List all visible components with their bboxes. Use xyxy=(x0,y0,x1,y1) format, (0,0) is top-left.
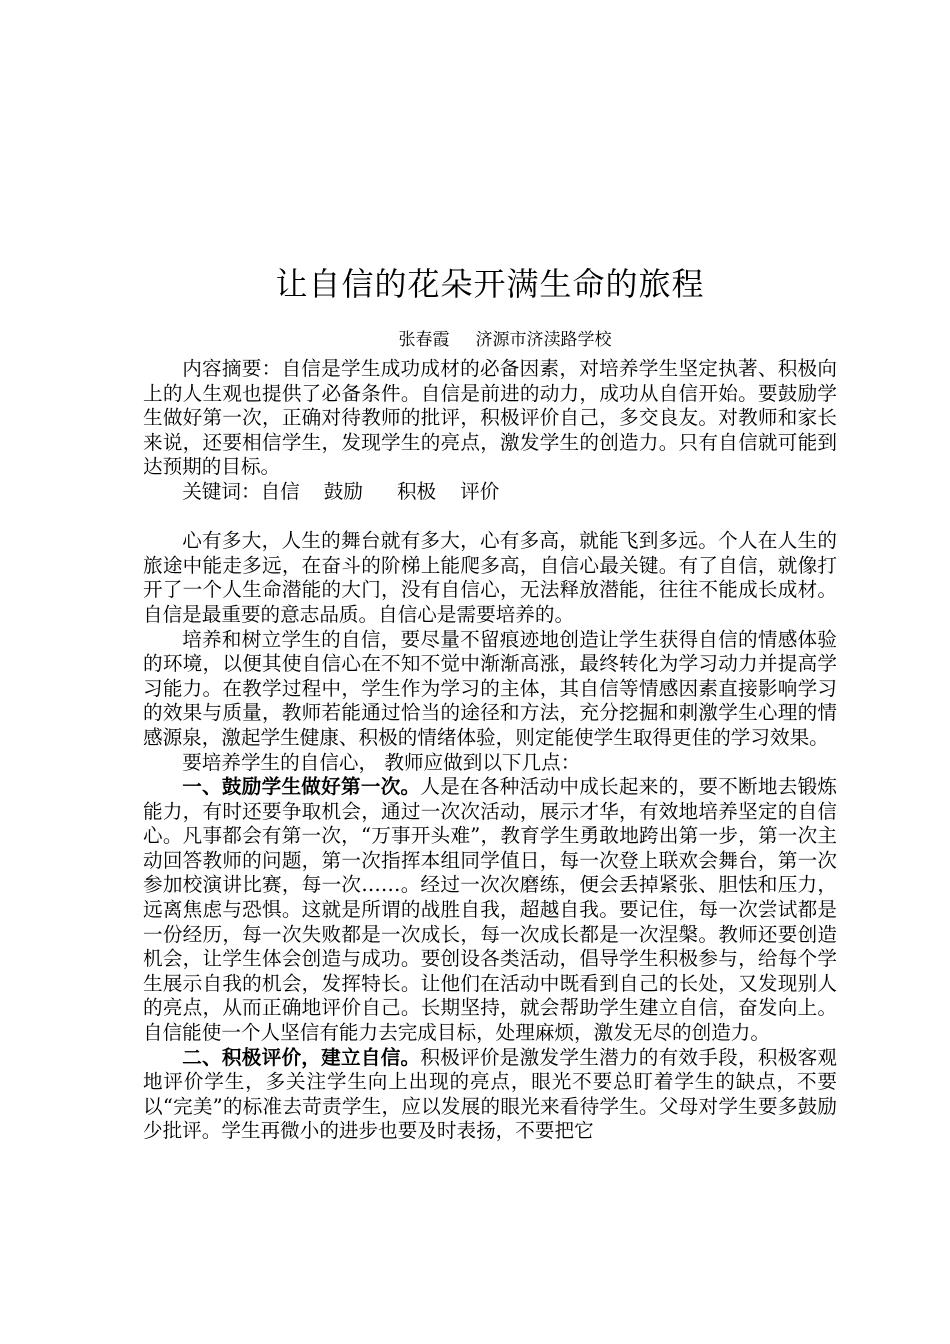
keyword: 自信 xyxy=(260,479,300,503)
author-affiliation: 济源市济渎路学校 xyxy=(475,330,612,350)
byline xyxy=(0,327,950,353)
section-heading: 一、鼓励学生做好第一次。 xyxy=(182,775,421,799)
body-paragraph: 培养和树立学生的自信，要尽量不留痕迹地创造让学生获得自信的情感体验的环境，以便其使自信心在不知不觉中渐渐高涨，最终转化为学习动力并提高学习能力。在教学过程中，学生作为学习的主体，其自信等情感因素直接影响学习的效果与质量，教师若能通过恰当的途径和方法，充分挖掘和刺激学生心理的情感源泉，激起学生健康、积极的情绪体验，则定能使学生取得更佳的学习效果。 xyxy=(143,627,837,749)
body-paragraph: 要培养学生的自信心， 教师应做到以下几点： xyxy=(182,750,581,774)
abstract-paragraph: 内容摘要：自信是学生成功成材的必备因素，对培养学生坚定执著、积极向上的人生观也提供了必备条件。自信是前进的动力，成功从自信开始。要鼓励学生做好第一次，正确对待教师的批评，积极评价自己，多交良友。对教师和家长来说，还要相信学生，发现学生的亮点，激发学生的创造力。只有自信就可能到达预期的目标。 xyxy=(143,357,837,479)
section-heading: 二、积极评价，建立自信。 xyxy=(182,1045,421,1069)
keyword: 评价 xyxy=(460,479,500,503)
blank-line xyxy=(143,505,837,530)
section-text: 人是在各种活动中成长起来的，要不断地去锻炼能力，有时还要争取机会，通过一次次活动，展示才华，有效地培养坚定的自信心。凡事都会有第一次，“万事开头难”，教育学生勇敢地跨出第一步，第一次主动回答教师的问题，第一次指挥本组同学值日，每一次登上联欢会舞台，第一次参加校演讲比赛，每一次……。经过一次次磨练，便会丢掉紧张、胆怯和压力，远离焦虑与恐惧。这就是所谓的战胜自我，超越自我。要记住，每一次尝试都是一份经历，每一次失败都是一次成长，每一次成长都是一次涅槃。教师还要创造机会，让学生体会创造与成功。要创设各类活动，倡导学生积极参与，给每个学生展示自我的机会，发挥特长。让他们在活动中既看到自己的长处，又发现别人的亮点，从而正确地评价自己。长期坚持，就会帮助学生建立自信，奋发向上。自信能使一个人坚信有能力去完成目标，处理麻烦，激发无尽的创造力。 xyxy=(143,775,838,1045)
keyword: 鼓励 xyxy=(323,479,363,503)
article-title: 让自信的花朵开满生命的旅程 xyxy=(275,265,705,303)
author-name: 张春霞 xyxy=(398,330,450,350)
keywords-label: 关键词： xyxy=(182,479,261,503)
section-text: 积极评价是激发学生潜力的有效手段，积极客观地评价学生，多关注学生向上出现的亮点，眼光不要总盯着学生的缺点，不要以“完美”的标准去苛责学生，应以发展的眼光来看待学生。父母对学生要多鼓励少批评。学生再微小的进步也要及时表扬，不要把它 xyxy=(143,1045,838,1143)
keyword: 积极 xyxy=(396,479,437,503)
section-paragraph xyxy=(143,775,837,1046)
section-paragraph xyxy=(143,1046,837,1144)
keywords-line xyxy=(143,480,837,505)
article-body xyxy=(143,357,837,1144)
body-paragraph: 心有多大，人生的舞台就有多大，心有多高，就能飞到多远。个人在人生的旅途中能走多远，在奋斗的阶梯上能爬多高，自信心最关键。有了自信，就像打开了一个人生命潜能的大门，没有自信心，无法释放潜能，往往不能成长成材。自信是最重要的意志品质。自信心是需要培养的。 xyxy=(143,529,837,626)
